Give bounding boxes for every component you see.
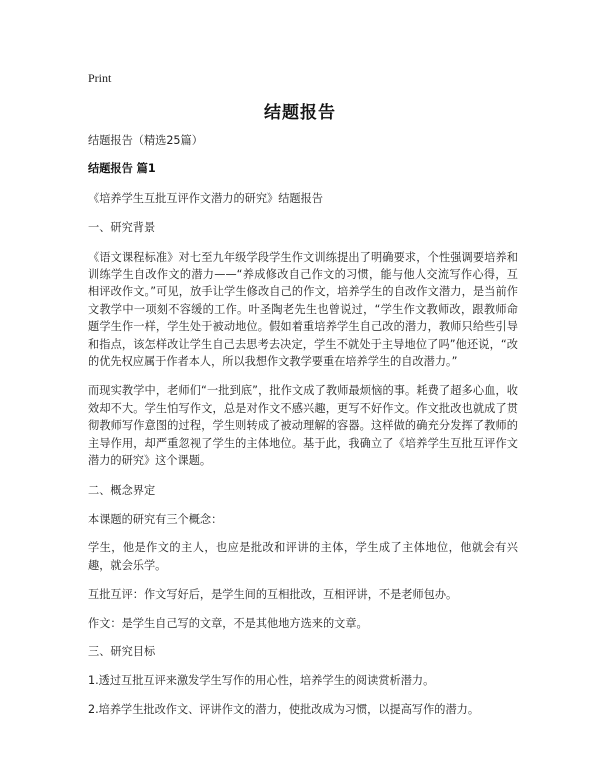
page-title: 结题报告 [264, 103, 336, 123]
paragraph-goal-2: 2.培养学生批改作文、评讲作文的潜力，使批改成为习惯，以提高写作的潜力。 [88, 702, 480, 716]
heading-concepts: 二、概念界定 [88, 483, 156, 497]
paragraph-background-2: 而现实教学中，老师们“一批到底”，批作文成了教师最烦恼的事。耗费了超多心血，收效却不大。学生怕写作文，总是对作文不感兴趣，更写不好作文。作文批改也就成了贯彻教师写作意图的过程，学生则转成了被动理解的容器。这样做的确充分发挥了教师的主导作用，却严重忽视了学生的主体地位。基于此，我确立了《培养学生互批互评作文潜力的研究》这个课题。 [88, 384, 518, 468]
paragraph-goal-1: 1.透过互批互评来激发学生写作的用心性，培养学生的阅读赏析潜力。 [88, 674, 435, 688]
document-body [88, 132, 518, 729]
paragraph-concept-student: 学生，他是作文的主人，也应是批改和评讲的主体，学生成了主体地位，他就会有兴趣，就会乐学。 [88, 541, 518, 572]
heading-background: 一、研究背景 [88, 221, 156, 235]
paragraph-concepts-intro: 本课题的研究有三个概念： [88, 512, 223, 526]
paragraph-background-1: 《语文课程标准》对七至九年级学段学生作文训练提出了明确要求，个性强调要培养和训练学生自改作文的潜力——“养成修改自己作文的习惯，能与他人交流写作心得，互相评改作文。”可见，放手让学生修改自己的作文，培养学生的自改作文潜力，是当前作文教学中一项刻不容缓的工作。叶圣陶老先生也曾说过，“学生作文教师改，跟教师命题学生作一样，学生处于被动地位。假如着重培养学生自己改的潜力，教师只给些引导和指点，该怎样改让学生自己去思考去决定，学生不就处于主导地位了吗”他还说，“改的优先权应属于作者本人，所以我想作文教学要重在培养学生的自改潜力。” [88, 250, 518, 369]
subtitle: 结题报告（精选25篇） [88, 134, 203, 147]
section-heading: 结题报告 篇1 [88, 162, 156, 176]
report-title: 《培养学生互批互评作文潜力的研究》结题报告 [88, 191, 323, 205]
paragraph-concept-essay: 作文：是学生自己写的文章，不是其他地方选来的文章。 [88, 616, 368, 630]
paragraph-concept-peer-review: 互批互评：作文写好后，是学生间的互相批改，互相评讲，不是老师包办。 [88, 588, 458, 602]
heading-goals: 三、研究目标 [88, 644, 156, 658]
print-link[interactable]: Print [88, 71, 112, 85]
